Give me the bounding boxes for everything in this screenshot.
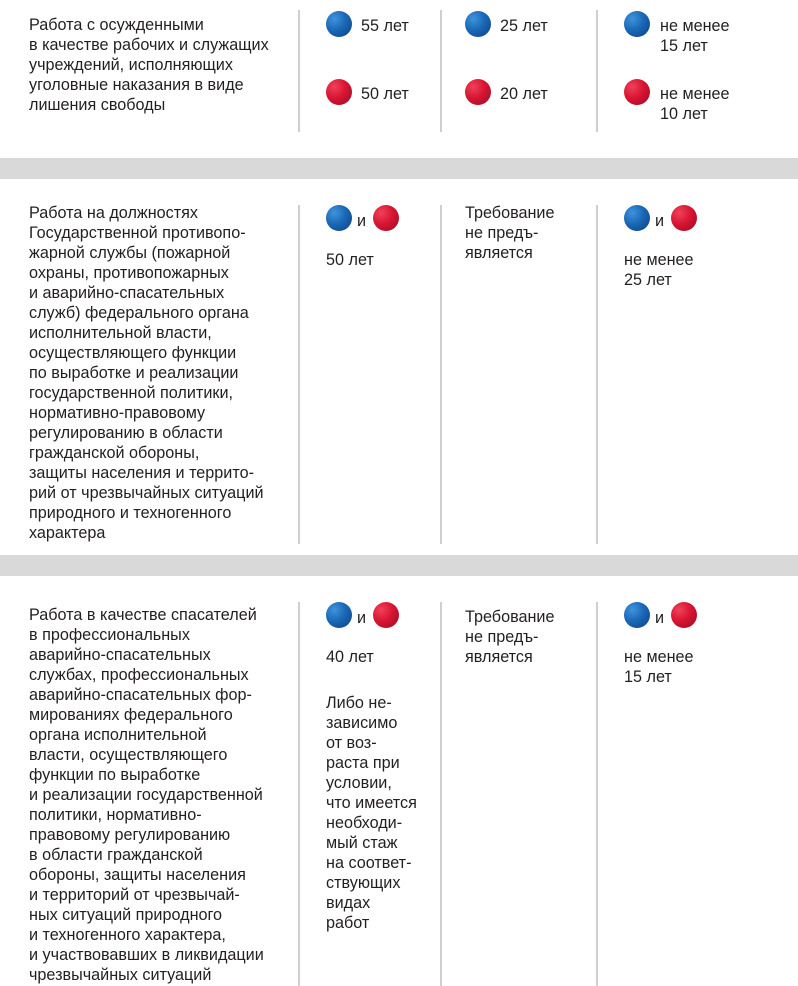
age-note: Либо не- зависимо от воз- раста при условии, что имеется необходи- мый стаж на соответ- ствующих видах работ — [326, 694, 417, 932]
and-label: и — [655, 212, 665, 230]
age-value: 50 лет — [326, 251, 374, 269]
service-requirement: Требование не предъ- является — [465, 204, 555, 262]
special-red-value: не менее 10 лет — [660, 85, 730, 123]
red-circle-icon — [671, 205, 697, 231]
blue-circle-icon — [624, 205, 650, 231]
age-blue-value: 55 лет — [361, 17, 409, 35]
and-label: и — [357, 609, 367, 627]
blue-circle-icon — [326, 11, 352, 37]
row-description: Работа на должностях Государственной противопо- жарной службы (пожарной охраны, противопожарных и аварийно-спасательных служб) федерального органа исполнительной власти, осуществляющего функции по выработке и реализации государственной политики, нормативно-правовому регулированию в области гражданской обороны, защиты населения и террито- рий от чрезвычайных ситуаций природного и техногенного характера — [29, 204, 264, 542]
blue-circle-icon — [326, 205, 352, 231]
special-value: не менее 25 лет — [624, 251, 694, 289]
red-circle-icon — [624, 79, 650, 105]
column-divider — [440, 10, 442, 132]
and-label: и — [655, 609, 665, 627]
blue-circle-icon — [465, 11, 491, 37]
red-circle-icon — [373, 602, 399, 628]
row-description: Работа в качестве спасателей в профессиональных аварийно-спасательных службах, профессиональных аварийно-спасательных фор- мированиях федерального органа исполнительной власти, осуществляющего функции по выработке и реализации государственной политики, нормативно- правовому регулированию в области гражданской обороны, защиты населения и территорий от чрезвычай- ных ситуаций природного и техногенного характера, и участвовавших в ликвидации чрезвычайных ситуаций — [29, 606, 264, 984]
column-divider — [596, 205, 598, 544]
special-blue-value: не менее 15 лет — [660, 17, 730, 55]
blue-circle-icon — [624, 11, 650, 37]
red-circle-icon — [671, 602, 697, 628]
column-divider — [440, 205, 442, 544]
age-red-value: 50 лет — [361, 85, 409, 103]
special-value: не менее 15 лет — [624, 648, 694, 686]
row-description: Работа с осужденными в качестве рабочих и служащих учреждений, исполняющих уголовные наказания в виде лишения свободы — [29, 16, 269, 114]
red-circle-icon — [373, 205, 399, 231]
column-divider — [596, 602, 598, 986]
column-divider — [596, 10, 598, 132]
and-label: и — [357, 212, 367, 230]
age-value: 40 лет — [326, 648, 374, 666]
blue-circle-icon — [326, 602, 352, 628]
row-divider-band — [0, 158, 798, 179]
service-requirement: Требование не предъ- является — [465, 608, 555, 666]
column-divider — [298, 205, 300, 544]
row-divider-band — [0, 555, 798, 576]
column-divider — [298, 10, 300, 132]
service-red-value: 20 лет — [500, 85, 548, 103]
column-divider — [298, 602, 300, 986]
column-divider — [440, 602, 442, 986]
red-circle-icon — [465, 79, 491, 105]
service-blue-value: 25 лет — [500, 17, 548, 35]
blue-circle-icon — [624, 602, 650, 628]
red-circle-icon — [326, 79, 352, 105]
